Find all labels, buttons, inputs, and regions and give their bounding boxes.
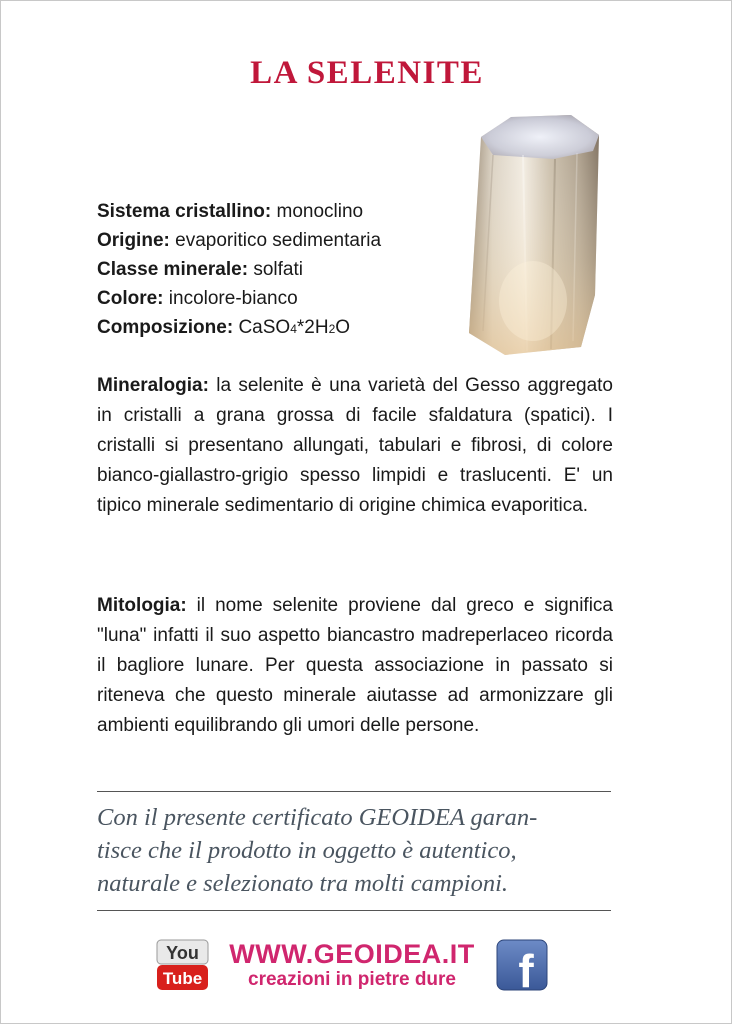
mineral-properties (97, 197, 457, 344)
tagline: creazioni in pietre dure (248, 969, 456, 990)
mythology-label: Mitologia: (97, 595, 187, 616)
svg-text:f: f (518, 945, 534, 991)
mythology-paragraph (97, 591, 613, 741)
property-label: Classe minerale: (97, 259, 249, 280)
property-value: evaporitico sedimentaria (175, 230, 382, 251)
website-link[interactable]: WWW.GEOIDEA.IT (229, 939, 475, 969)
property-label: Colore: (97, 288, 164, 309)
composition-row (97, 313, 457, 344)
property-row (97, 226, 457, 255)
property-value: monoclino (276, 201, 364, 222)
property-value: incolore-bianco (168, 288, 298, 309)
page-title: LA SELENITE (250, 55, 484, 91)
mineralogy-label: Mineralogia: (97, 375, 209, 396)
mineralogy-paragraph (97, 371, 613, 521)
divider-bottom (97, 910, 611, 911)
property-label: Sistema cristallino: (97, 201, 272, 222)
selenite-crystal-image (453, 105, 613, 361)
property-value: solfati (253, 259, 303, 280)
mythology-text: il nome selenite proviene dal greco e significa "luna" infatti il suo aspetto biancastro madreperlaceo ricorda il bagliore lunare. Per questa associazione in passato si riteneva che questo minerale aiutasse ad armonizzare gli ambienti equilibrando gli umori delle persone. (97, 595, 613, 736)
certificate-line: Con il presente certificato GEOIDEA garan- (97, 804, 538, 831)
property-row (97, 284, 457, 313)
svg-text:You: You (166, 943, 199, 963)
certificate-line: naturale e selezionato tra molti campioni. (97, 870, 509, 897)
youtube-icon[interactable] (156, 939, 209, 991)
certificate-line: tisce che il prodotto in oggetto è autentico, (97, 837, 517, 864)
svg-text:Tube: Tube (162, 969, 203, 988)
property-row (97, 255, 457, 284)
certificate-statement (97, 801, 613, 900)
mineralogy-text: la selenite è una varietà del Gesso aggregato in cristalli a grana grossa di facile sfaldatura (spatici). I cristalli si presentano allungati, tabulari e fibrosi, di colore bianco-giallastro-grigio spesso limpidi e traslucenti. E' un tipico minerale sedimentario di origine chimica evaporitica. (97, 375, 613, 516)
property-row (97, 197, 457, 226)
divider-top (97, 791, 611, 792)
property-label: Origine: (97, 230, 170, 251)
composition-formula: CaSO4*2H2O (238, 317, 351, 338)
composition-label: Composizione: (97, 317, 234, 338)
facebook-icon[interactable] (496, 939, 548, 991)
